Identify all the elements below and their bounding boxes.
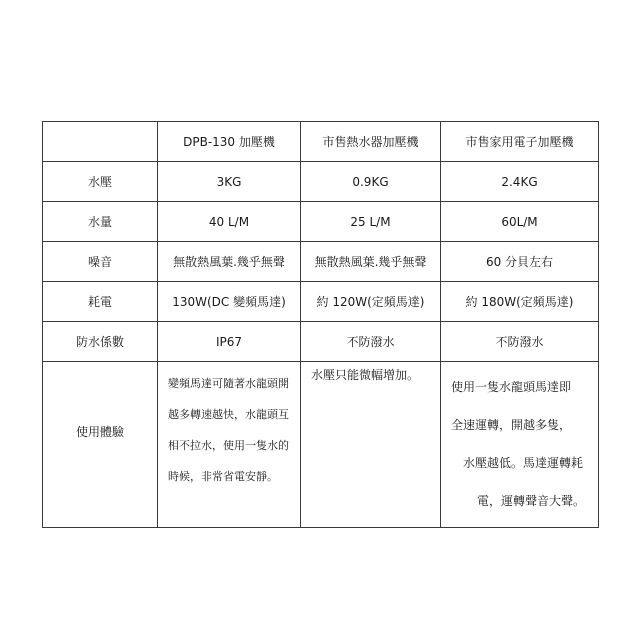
table-cell: 約 180W(定頻馬達) [441,282,599,322]
header-row [43,122,599,162]
table-row-water-pressure [43,162,599,202]
table-cell: 60 分貝左右 [441,242,599,282]
table-cell: 40 L/M [158,202,301,242]
table-row-waterproof [43,322,599,362]
experience-line: 相不拉水，使用一隻水的 [168,439,289,452]
table-row-experience [43,362,599,528]
row-label: 噪音 [43,242,158,282]
table-row-water-volume [43,202,599,242]
experience-line: 使用一隻水龍頭馬達即 [451,380,572,394]
table-cell: 0.9KG [301,162,441,202]
table-cell: 無散熱風葉.幾乎無聲 [158,242,301,282]
experience-line: 時候，非常省電安靜。 [168,470,278,483]
row-label: 水壓 [43,162,158,202]
header-home-electronic-booster: 市售家用電子加壓機 [441,122,599,162]
table-row-power [43,282,599,322]
table-cell: 60L/M [441,202,599,242]
row-label: 水量 [43,202,158,242]
table-cell: 25 L/M [301,202,441,242]
experience-line: 越多轉速越快，水龍頭互 [168,408,289,421]
table-cell: 2.4KG [441,162,599,202]
table-cell: 不防潑水 [441,322,599,362]
table-cell: 無散熱風葉.幾乎無聲 [301,242,441,282]
header-water-heater-booster: 市售熱水器加壓機 [301,122,441,162]
experience-line: 電，運轉聲音大聲。 [477,494,586,508]
row-label: 耗電 [43,282,158,322]
table-cell: 約 120W(定頻馬達) [301,282,441,322]
experience-line: 全速運轉，開越多隻， [451,418,572,432]
row-label: 使用體驗 [43,362,158,528]
row-label: 防水係數 [43,322,158,362]
header-dpb130: DPB-130 加壓機 [158,122,301,162]
experience-cell-water-heater-booster [301,362,441,528]
table-cell: 3KG [158,162,301,202]
experience-cell-dpb130 [158,362,301,528]
table-cell: 不防潑水 [301,322,441,362]
experience-line: 變頻馬達可隨著水龍頭開 [168,377,289,390]
table-row-noise [43,242,599,282]
header-corner-cell [43,122,158,162]
experience-cell-home-electronic-booster [441,362,599,528]
table-cell: IP67 [158,322,301,362]
comparison-table [42,121,599,528]
experience-line: 水壓越低。馬達運轉耗 [463,456,584,470]
experience-line: 水壓只能微幅增加。 [311,368,420,382]
table-cell: 130W(DC 變頻馬達) [158,282,301,322]
